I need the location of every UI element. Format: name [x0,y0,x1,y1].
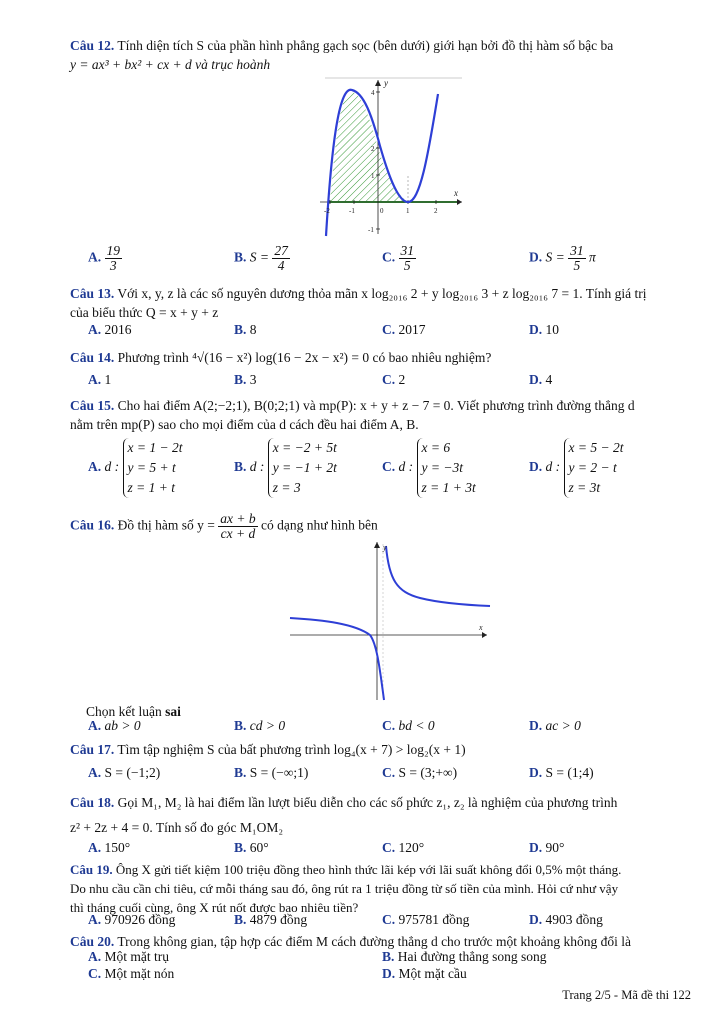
option-19-c[interactable]: C. 975781 đồng [382,912,470,927]
option-13-b[interactable]: B. 8 [234,322,257,337]
option-20-c[interactable]: C. Một mặt nón [88,966,175,981]
question-16-text-before: Đồ thị hàm số y = [117,517,215,533]
question-15-options [0,438,725,502]
cubic-graph [300,76,470,238]
question-19-text-3: thì tháng cuối cùng, ông X rút nốt được bao nhiêu tiền? [70,900,359,915]
option-12-d[interactable]: D. S = $\frac{31}{5}$ π [529,243,596,273]
y-axis-label: y [384,78,388,88]
option-20-b[interactable]: B. Hai đường thẳng song song [382,949,547,964]
option-17-a[interactable]: A. S = (−1;2) [88,765,161,780]
option-20-a[interactable]: A. Một mặt trụ [88,949,169,964]
question-18-text-2: z² + 2z + 4 = 0. Tính số đo góc M₁OM₂ [70,820,284,835]
option-14-c[interactable]: C. 2 [382,372,406,387]
y-axis-arrow [375,80,381,86]
question-12-text-1: Tính diện tích S của phần hình phẳng gạch sọc (bên dưới) giới hạn bởi đồ thị hàm số bậc ba [117,38,614,53]
tick-x-1: 1 [406,207,410,215]
question-19-text-2: Do nhu cầu cần chi tiêu, cứ mỗi tháng sau đó, ông rút ra 1 triệu đồng từ số tiền của mình. Hỏi cứ như vậy [70,881,619,896]
question-17-head: Câu 17. [70,742,115,757]
question-17-options [0,765,725,785]
question-18-options [0,840,725,860]
option-17-c[interactable]: C. S = (3;+∞) [382,765,458,780]
question-13-text-1: Với x, y, z là các số nguyên dương thỏa mãn x log₂₀₁₆ 2 + y log₂₀₁₆ 3 + z log₂₀₁₆ 7 = 1. Tính giá trị [117,286,647,301]
question-12-text-2: y = ax³ + bx² + cx + d và trục hoành [70,57,271,72]
option-19-d[interactable]: D. 4903 đồng [529,912,603,927]
y-axis-label: y [383,543,387,552]
question-13-text-2: của biểu thức Q = x + y + z [70,305,219,320]
option-18-c[interactable]: C. 120° [382,840,425,855]
option-13-a[interactable]: A. 2016 [88,322,132,337]
page-footer: Trang 2/5 - Mã đề thi 122 [562,988,691,1002]
question-12-options [0,244,725,280]
question-16-prompt: Chọn kết luận sai [86,704,181,719]
question-20-options-row-2 [0,966,725,986]
question-12-head: Câu 12. [70,38,115,53]
tick-y-2: 2 [371,145,375,153]
hyperbola-lower-branch [290,618,384,700]
question-17-text: Tìm tập nghiệm S của bất phương trình log₄(x + 7) > log₂(x + 1) [117,742,466,757]
option-20-d[interactable]: D. Một mặt cầu [382,966,467,981]
question-14-head: Câu 14. [70,350,115,365]
tick-x-neg1: -1 [349,207,355,215]
option-19-b[interactable]: B. 4879 đồng [234,912,308,927]
option-12-b[interactable]: B. S = $\frac{27}{4}$ [234,243,288,273]
question-15 [70,396,690,434]
option-16-d[interactable]: D. ac > 0 [529,718,581,733]
option-18-a[interactable]: A. 150° [88,840,131,855]
option-18-d[interactable]: D. 90° [529,840,565,855]
question-14-options [0,372,725,392]
x-axis-label: x [454,188,458,198]
option-14-a[interactable]: A. 1 [88,372,112,387]
tick-y-4: 4 [371,89,375,97]
question-14 [70,348,690,367]
option-14-b[interactable]: B. 3 [234,372,257,387]
option-19-a[interactable]: A. 970926 đồng [88,912,176,927]
hyperbola-graph [285,540,495,702]
option-16-b[interactable]: B. cd > 0 [234,718,286,733]
question-14-text: Phương trình ⁴√(16 − x²) log(16 − 2x − x²) = 0 có bao nhiêu nghiệm? [117,350,492,365]
question-12 [70,36,690,74]
question-16-head: Câu 16. [70,517,115,533]
option-15-a[interactable]: A. d : x = 1 − 2t y = 5 + t z = 1 + t [88,438,182,498]
question-15-head: Câu 15. [70,398,115,413]
question-16: Câu 16. Đồ thị hàm số y = $\frac{ax + b}{cx + d}$ có dạng như hình bên [70,511,378,541]
question-18-head: Câu 18. [70,795,115,810]
option-16-a[interactable]: A. ab > 0 [88,718,141,733]
question-16-text-after: có dạng như hình bên [261,517,378,533]
y-axis-arrow [374,542,380,548]
question-13-options [0,322,725,342]
question-13 [70,284,690,322]
option-17-d[interactable]: D. S = (1;4) [529,765,594,780]
question-15-text-2: nằm trên mp(P) sao cho mọi điểm của d cách đều hai điểm A, B. [70,417,419,432]
x-axis-arrow [457,199,462,205]
hyperbola-upper-branch [386,546,490,606]
question-17 [70,740,690,759]
question-16-options [0,718,725,738]
option-13-d[interactable]: D. 10 [529,322,559,337]
option-18-b[interactable]: B. 60° [234,840,269,855]
question-19-options [0,912,725,932]
option-12-a[interactable]: A. $\frac{19}{3}$ [88,243,120,273]
option-15-d[interactable]: D. d : x = 5 − 2t y = 2 − t z = 3t [529,438,623,498]
tick-x-neg2: -2 [324,207,330,215]
question-15-text-1: Cho hai điểm A(2;−2;1), B(0;2;1) và mp(P): x + y + z − 7 = 0. Viết phương trình đường thẳng d [117,398,635,413]
question-20-head: Câu 20. [70,934,115,949]
question-19-head: Câu 19. [70,862,113,877]
option-15-b[interactable]: B. d : x = −2 + 5t y = −1 + 2t z = 3 [234,438,337,498]
tick-x-0: 0 [380,207,384,215]
question-13-head: Câu 13. [70,286,115,301]
x-axis-arrow [482,632,487,638]
option-14-d[interactable]: D. 4 [529,372,553,387]
question-19 [70,860,690,917]
option-12-c[interactable]: C. $\frac{31}{5}$ [382,243,414,273]
option-15-c[interactable]: C. d : x = 6 y = −3t z = 1 + 3t [382,438,476,498]
question-19-text-1: Ông X gửi tiết kiệm 100 triệu đồng theo hình thức lãi kép với lãi suất không đổi 0,5% một tháng. [115,862,622,877]
tick-y-neg1: -1 [368,226,374,234]
option-13-c[interactable]: C. 2017 [382,322,426,337]
tick-x-2: 2 [434,207,438,215]
tick-y-1: 1 [371,172,375,180]
question-20-text: Trong không gian, tập hợp các điểm M cách đường thẳng d cho trước một khoảng không đổi là [117,934,631,949]
question-18 [70,793,690,837]
option-16-c[interactable]: C. bd < 0 [382,718,435,733]
x-axis-label: x [479,623,483,632]
question-18-text-1: Gọi M₁, M₂ là hai điểm lần lượt biểu diễn cho các số phức z₁, z₂ là nghiệm của phương trình [117,795,618,810]
option-17-b[interactable]: B. S = (−∞;1) [234,765,309,780]
